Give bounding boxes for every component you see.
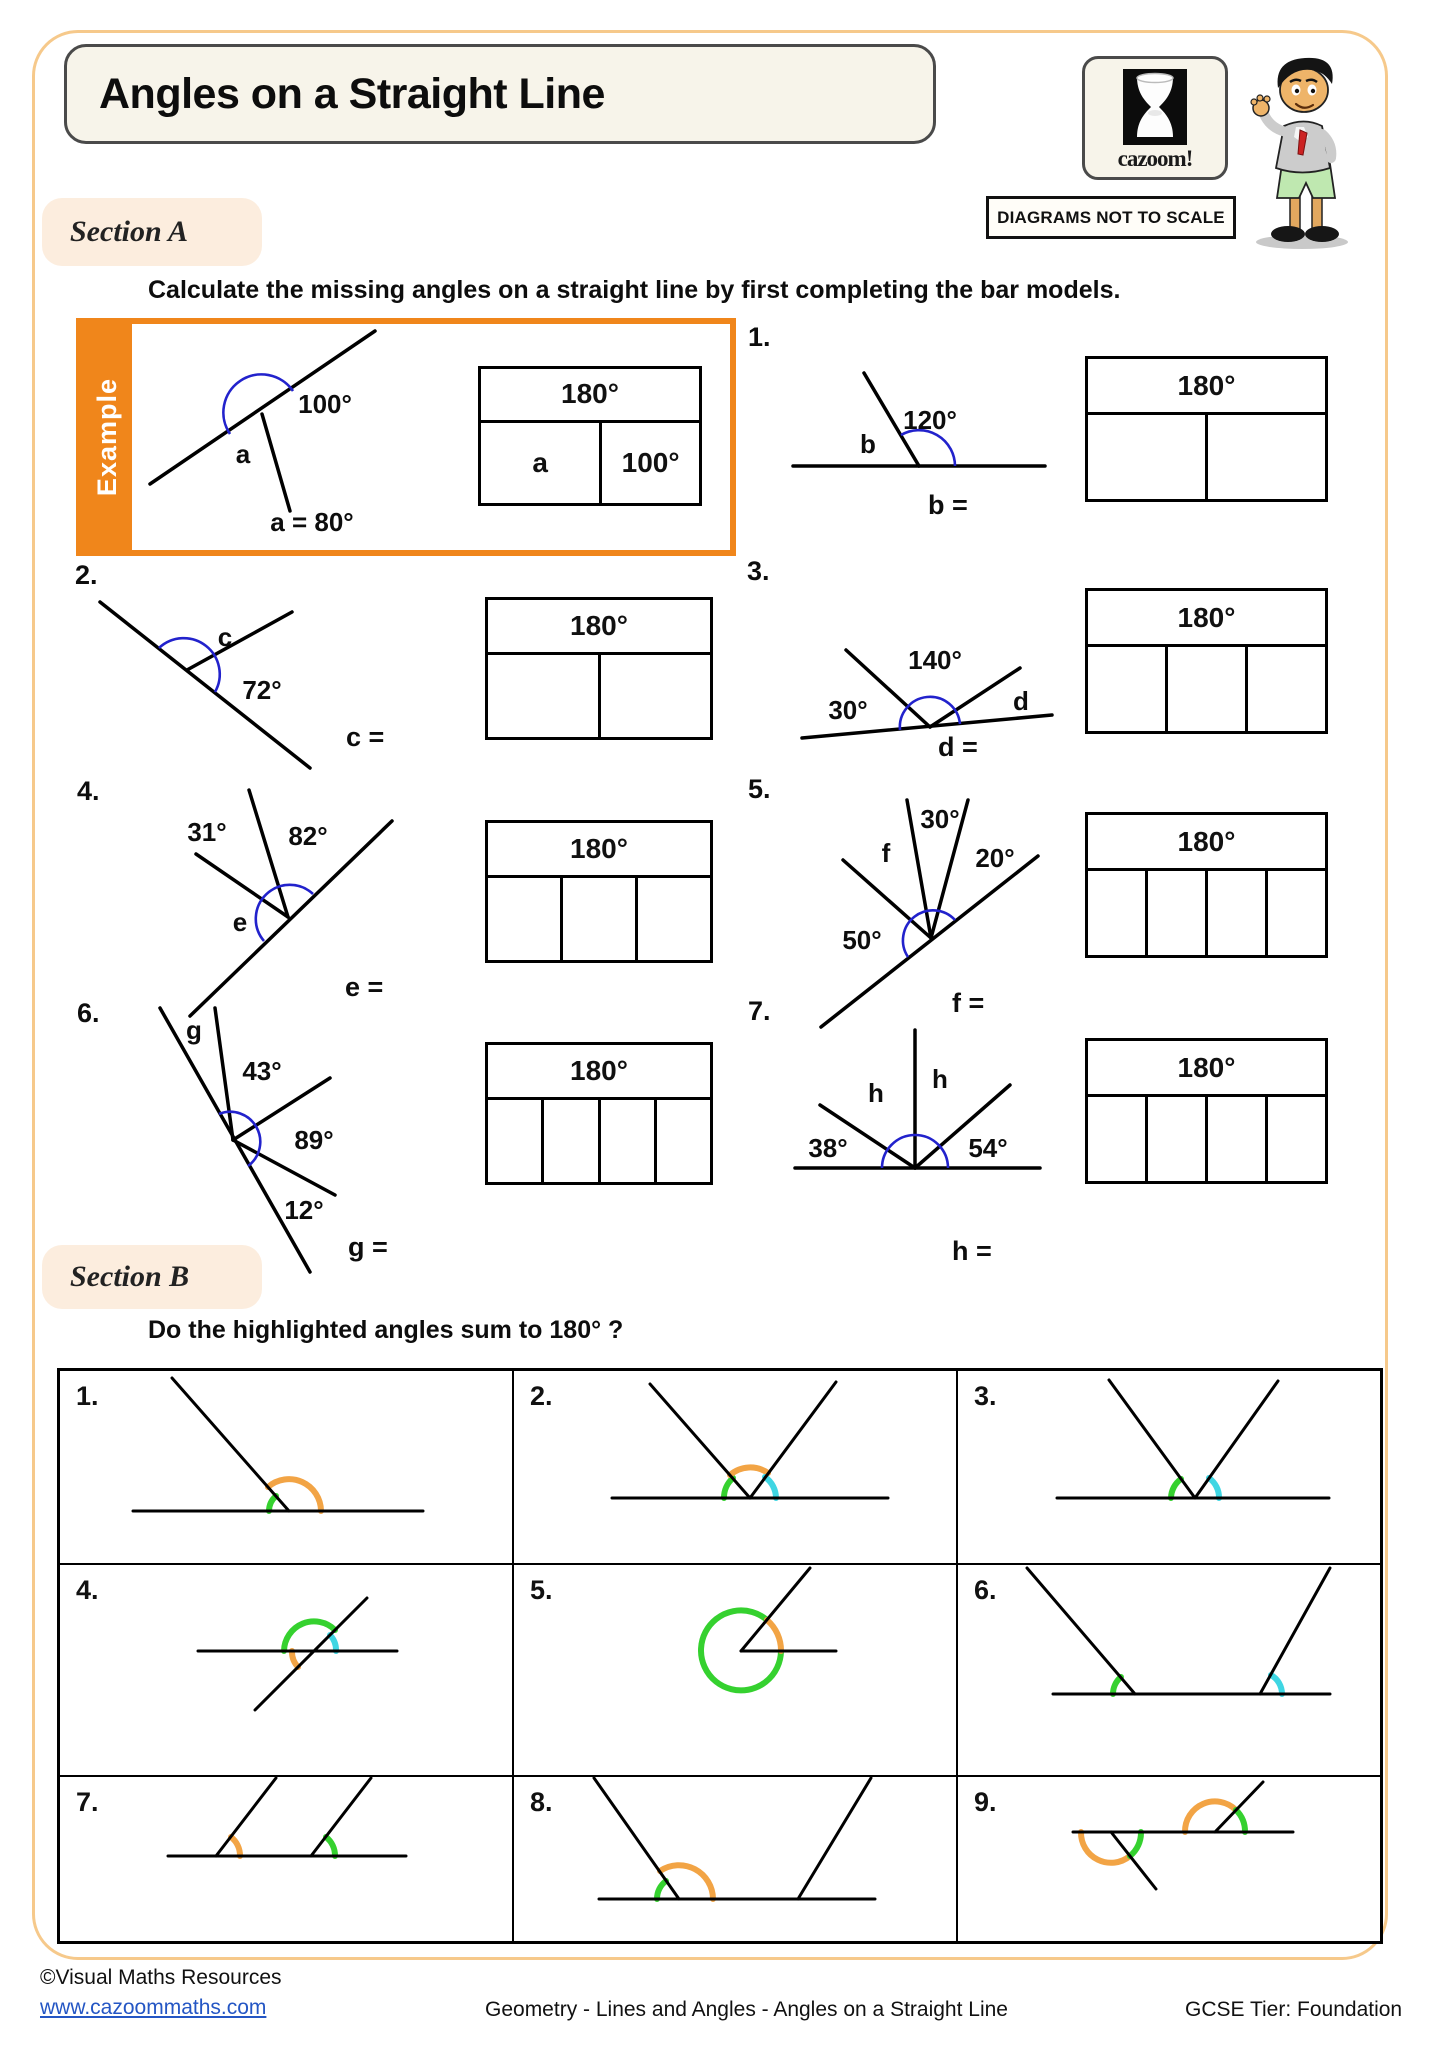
cazoom-logo bbox=[1082, 56, 1228, 180]
angle-arc bbox=[159, 638, 220, 692]
angle-label: 38° bbox=[808, 1133, 848, 1163]
angle-ray bbox=[1027, 1568, 1135, 1694]
grid-cell-7 bbox=[60, 1777, 514, 1941]
angle-label: 89° bbox=[294, 1125, 334, 1155]
title-box bbox=[64, 44, 936, 144]
problem-number: 3. bbox=[747, 556, 770, 586]
grid-cell-8 bbox=[514, 1777, 958, 1941]
answer-label: f = bbox=[952, 988, 985, 1018]
green-highlighted-angle bbox=[1113, 1677, 1121, 1694]
problem-number: 5. bbox=[748, 774, 771, 804]
cyan-highlighted-angle bbox=[765, 1477, 776, 1498]
bar-model bbox=[1085, 356, 1328, 502]
bar-cell bbox=[1268, 871, 1325, 955]
bar-cell bbox=[1208, 1097, 1268, 1181]
bar-cell bbox=[1208, 871, 1268, 955]
angle-ray bbox=[1195, 1381, 1278, 1498]
angle-ray bbox=[187, 612, 292, 670]
problem-number: 4. bbox=[77, 776, 100, 806]
angle-label: 50° bbox=[842, 925, 882, 955]
angle-label: 82° bbox=[288, 821, 328, 851]
highlight-diagram-2 bbox=[514, 1371, 958, 1565]
angle-ray bbox=[311, 1778, 371, 1856]
problem-7-diagram bbox=[790, 1020, 1090, 1190]
bar-total: 180° bbox=[488, 1045, 710, 1100]
highlight-diagram-8 bbox=[514, 1777, 958, 1941]
section-a-instruction: Calculate the missing angles on a straight line by first completing the bar models. bbox=[148, 276, 1121, 304]
problem-number: 1. bbox=[748, 322, 771, 352]
angle-ray bbox=[650, 1384, 750, 1498]
problem-number: 2. bbox=[75, 560, 98, 590]
grid-cell-5 bbox=[514, 1565, 958, 1777]
example-angle-diagram bbox=[140, 326, 500, 548]
angle-ray bbox=[798, 1778, 871, 1899]
character-pupil bbox=[1295, 89, 1299, 93]
bar-total: 180° bbox=[1088, 815, 1325, 871]
cell-number: 3. bbox=[974, 1381, 997, 1411]
cell-number: 9. bbox=[974, 1787, 997, 1817]
cell-number: 4. bbox=[76, 1575, 99, 1605]
problem-5-diagram bbox=[800, 790, 1100, 1035]
bar-cell bbox=[488, 878, 563, 960]
bar-cell bbox=[1268, 1097, 1325, 1181]
highlight-diagram-6 bbox=[958, 1565, 1380, 1777]
answer-label: c = bbox=[346, 722, 385, 752]
footer-breadcrumb: Geometry - Lines and Angles - Angles on a Straight Line bbox=[485, 1998, 1008, 2021]
diagrams-not-to-scale-badge bbox=[986, 196, 1236, 239]
cazoom-goblet-icon bbox=[1123, 69, 1187, 145]
bar-cell bbox=[1208, 415, 1325, 499]
problem-number: 6. bbox=[77, 998, 100, 1028]
highlight-diagram-5 bbox=[514, 1565, 958, 1777]
bar-cell bbox=[657, 1100, 710, 1182]
grid-cell-2 bbox=[514, 1371, 958, 1565]
angle-label: d bbox=[1013, 686, 1029, 716]
green-highlighted-angle bbox=[1171, 1479, 1181, 1498]
bar-total: 180° bbox=[488, 823, 710, 878]
angle-label: e bbox=[232, 907, 248, 937]
grid-cell-1 bbox=[60, 1371, 514, 1565]
bar-total: 180° bbox=[481, 369, 699, 423]
grid-cell-6 bbox=[958, 1565, 1380, 1777]
angle-label: g bbox=[186, 1015, 202, 1045]
answer-label: d = bbox=[938, 732, 978, 762]
angle-label: 54° bbox=[968, 1133, 1008, 1163]
bar-total: 180° bbox=[488, 600, 710, 655]
example-answer: a = 80° bbox=[270, 507, 354, 537]
bar-cell bbox=[1148, 1097, 1208, 1181]
bar-cell bbox=[638, 878, 710, 960]
angle-ray bbox=[1215, 1782, 1263, 1832]
angle-label: 20° bbox=[975, 843, 1015, 873]
angle-label: 12° bbox=[284, 1195, 324, 1225]
bar-cell bbox=[601, 655, 711, 737]
green-highlighted-angle bbox=[269, 1496, 276, 1511]
highlight-diagram-7 bbox=[60, 1777, 514, 1941]
cell-number: 8. bbox=[530, 1787, 553, 1817]
character-finger bbox=[1264, 96, 1270, 102]
cyan-highlighted-angle bbox=[330, 1635, 336, 1651]
character-raised-arm bbox=[1264, 114, 1286, 132]
example-bar-model bbox=[478, 366, 702, 506]
angle-label: c bbox=[217, 622, 233, 652]
angle-ray bbox=[249, 790, 288, 917]
angle-label: 120° bbox=[903, 405, 957, 435]
grid-cell-4 bbox=[60, 1565, 514, 1777]
footer-tier: GCSE Tier: Foundation bbox=[1185, 1998, 1403, 2021]
green-highlighted-angle bbox=[724, 1478, 733, 1498]
character-finger bbox=[1251, 99, 1257, 105]
cell-number: 5. bbox=[530, 1575, 553, 1605]
bar-total: 180° bbox=[1088, 591, 1325, 647]
cell-number: 7. bbox=[76, 1787, 99, 1817]
bar-cell bbox=[544, 1100, 600, 1182]
angle-ray bbox=[172, 1378, 289, 1511]
bar-model bbox=[1085, 588, 1328, 734]
highlight-diagram-9 bbox=[958, 1777, 1380, 1941]
answer-label: h = bbox=[952, 1236, 992, 1266]
page-title: Angles on a Straight Line bbox=[99, 69, 605, 118]
problem-4-diagram bbox=[150, 785, 430, 1030]
character-shoe bbox=[1305, 226, 1339, 242]
bar-cell bbox=[488, 1100, 544, 1182]
section-b-grid bbox=[57, 1368, 1383, 1944]
bar-model bbox=[1085, 812, 1328, 958]
example-label: Example bbox=[91, 377, 122, 497]
angle-label: 30° bbox=[828, 695, 868, 725]
angle-label: h bbox=[868, 1078, 884, 1108]
orange-highlighted-angle bbox=[767, 1620, 781, 1651]
bar-cell bbox=[1088, 415, 1208, 499]
cyan-highlighted-angle bbox=[1209, 1478, 1219, 1498]
bar-cell bbox=[1088, 871, 1148, 955]
bar-cell bbox=[1168, 647, 1248, 731]
angle-label: 30° bbox=[920, 804, 960, 834]
angle-ray bbox=[262, 414, 290, 511]
green-highlighted-angle bbox=[326, 1837, 335, 1856]
bar-cell bbox=[601, 1100, 657, 1182]
orange-highlighted-angle bbox=[730, 1467, 768, 1475]
grid-cell-9 bbox=[958, 1777, 1380, 1941]
green-highlighted-angle bbox=[1236, 1810, 1245, 1832]
section-b-label bbox=[42, 1245, 262, 1309]
bar-cell bbox=[1248, 647, 1325, 731]
example-strip bbox=[82, 324, 132, 550]
answer-label: g = bbox=[348, 1232, 388, 1262]
problem-2-diagram bbox=[90, 590, 370, 785]
angle-ray bbox=[594, 1778, 679, 1899]
bar-cell bbox=[563, 878, 638, 960]
grid-cell-3 bbox=[958, 1371, 1380, 1565]
green-highlighted-angle bbox=[657, 1881, 666, 1899]
bar-total: 180° bbox=[1088, 359, 1325, 415]
problem-number: 7. bbox=[748, 996, 771, 1026]
answer-label: b = bbox=[928, 490, 968, 520]
bar-total: 180° bbox=[1088, 1041, 1325, 1097]
bar-cell: 100° bbox=[621, 446, 680, 478]
orange-highlighted-angle bbox=[292, 1651, 298, 1667]
highlight-diagram-1 bbox=[60, 1371, 514, 1565]
bar-model bbox=[485, 1042, 713, 1185]
bar-model bbox=[485, 597, 713, 740]
angle-ray bbox=[750, 1382, 836, 1498]
crossing-line bbox=[255, 1598, 367, 1710]
angle-label: 43° bbox=[242, 1056, 282, 1086]
angle-label: 100° bbox=[298, 389, 352, 419]
scale-note-text: DIAGRAMS NOT TO SCALE bbox=[997, 207, 1225, 227]
angle-ray bbox=[216, 1778, 276, 1856]
bar-cell: a bbox=[481, 423, 602, 503]
bar-model bbox=[485, 820, 713, 963]
cell-number: 6. bbox=[974, 1575, 997, 1605]
bar-cell bbox=[1088, 1097, 1148, 1181]
angle-label: 140° bbox=[908, 645, 962, 675]
section-a-text: Section A bbox=[70, 215, 189, 248]
angle-label: a bbox=[235, 439, 251, 469]
bar-cell bbox=[488, 655, 601, 737]
bar-model bbox=[1085, 1038, 1328, 1184]
student-character-illustration bbox=[1238, 48, 1358, 253]
bar-cell bbox=[1148, 871, 1208, 955]
angle-label: f bbox=[881, 838, 891, 868]
goblet-waist bbox=[1148, 110, 1162, 116]
section-a-label bbox=[42, 198, 262, 266]
cyan-highlighted-angle bbox=[1271, 1675, 1282, 1694]
angle-ray bbox=[1260, 1568, 1330, 1694]
angle-label: b bbox=[860, 429, 876, 459]
character-finger bbox=[1257, 95, 1263, 101]
section-b-text: Section B bbox=[70, 1260, 190, 1293]
highlight-diagram-4 bbox=[60, 1565, 514, 1777]
green-highlighted-angle bbox=[1130, 1832, 1141, 1856]
section-b-instruction: Do the highlighted angles sum to 180° ? bbox=[148, 1316, 624, 1344]
highlight-diagram-3 bbox=[958, 1371, 1380, 1565]
goblet-rim bbox=[1137, 74, 1173, 83]
website-link[interactable]: www.cazoommaths.com bbox=[40, 1996, 267, 2019]
angle-label: 72° bbox=[242, 675, 282, 705]
angle-label: h bbox=[932, 1064, 948, 1094]
answer-label: e = bbox=[345, 972, 384, 1002]
angle-label: 31° bbox=[187, 817, 227, 847]
character-pupil bbox=[1311, 89, 1315, 93]
angle-ray bbox=[1109, 1380, 1195, 1498]
cell-number: 1. bbox=[76, 1381, 99, 1411]
character-shoe bbox=[1271, 226, 1305, 242]
copyright-text: ©Visual Maths Resources bbox=[40, 1966, 282, 1989]
cell-number: 2. bbox=[530, 1381, 553, 1411]
bar-cell bbox=[1088, 647, 1168, 731]
orange-highlighted-angle bbox=[231, 1837, 240, 1856]
logo-text: cazoom! bbox=[1117, 146, 1193, 171]
